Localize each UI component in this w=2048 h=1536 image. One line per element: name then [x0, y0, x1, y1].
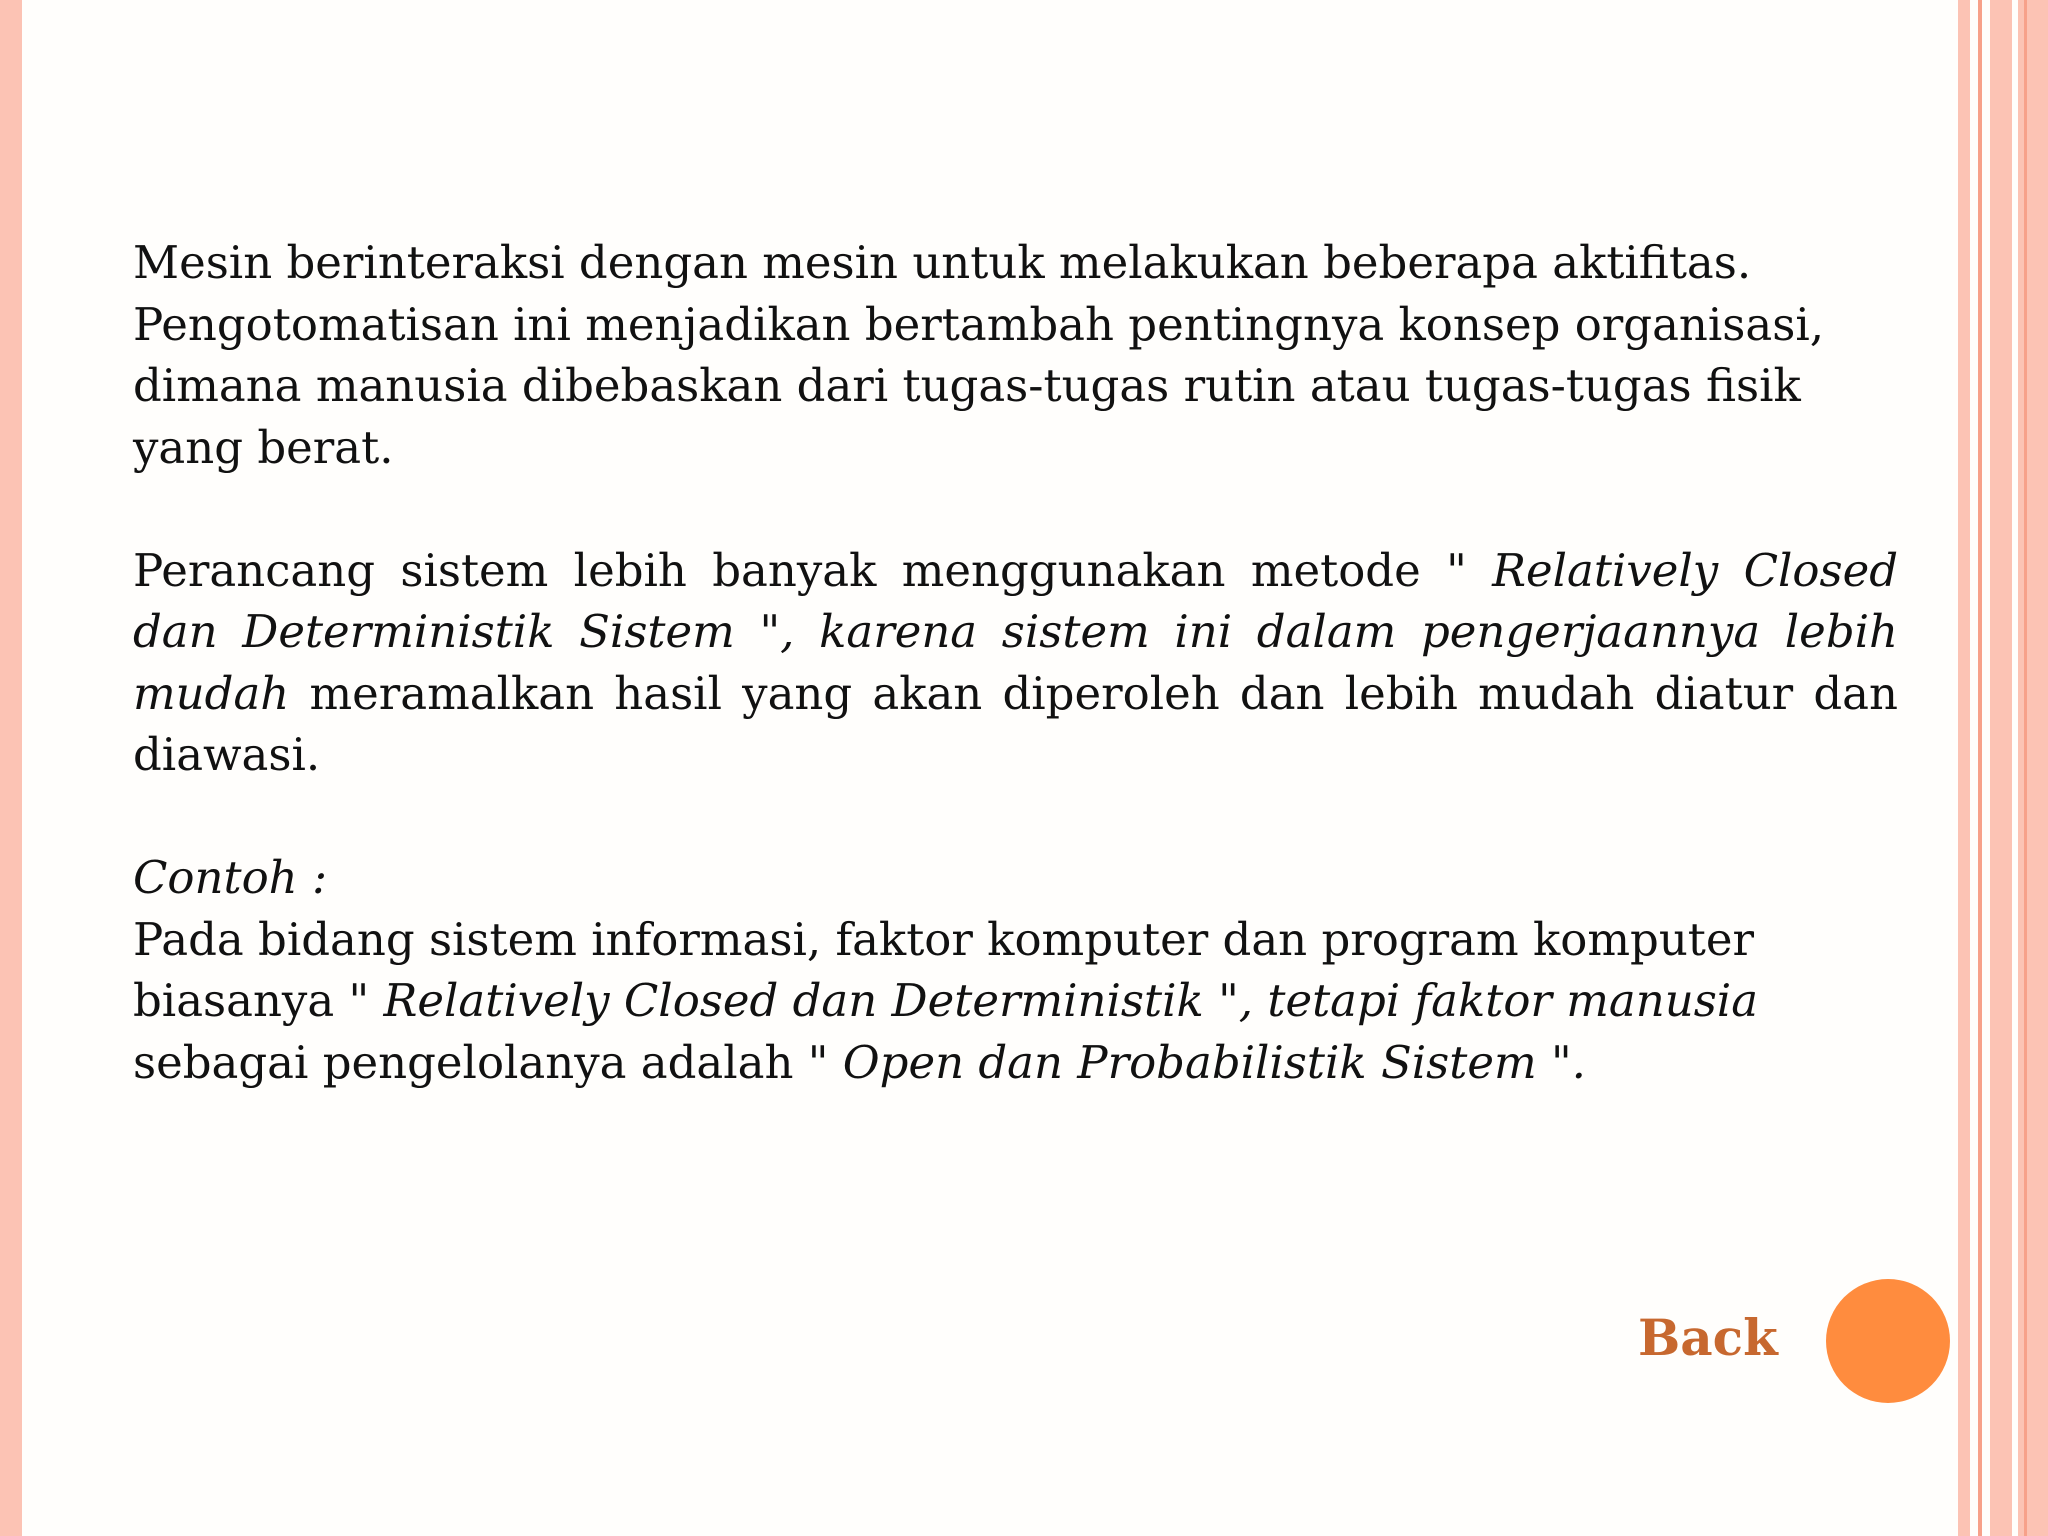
paragraph-line: dimana manusia dibebaskan dari tugas-tugas rutin atau tugas-tugas fisik	[133, 359, 1801, 412]
example-line: sebagai pengelolanya adalah "	[133, 1035, 843, 1089]
paragraph-line: yang berat.	[133, 420, 394, 474]
back-circle-button[interactable]	[1826, 1279, 1950, 1403]
right-border-line	[2024, 0, 2027, 1536]
paragraph-gap	[133, 786, 1898, 848]
example-italic-text: Relatively Closed dan Deterministik ", tetapi faktor manusia	[383, 974, 1759, 1027]
back-link[interactable]: Back	[1638, 1308, 1778, 1367]
example-line: Pada bidang sistem informasi, faktor komputer dan program komputer	[133, 912, 1755, 966]
example-line: biasanya "	[133, 974, 384, 1027]
paragraph-gap	[133, 478, 1898, 540]
example-heading: Contoh :	[133, 851, 328, 904]
right-border-line	[1978, 0, 1982, 1536]
paragraph-line: Pengotomatisan ini menjadikan bertambah pentingnya konsep organisasi,	[133, 297, 1825, 351]
paragraph-text: Perancang sistem lebih banyak menggunakan metode "	[133, 543, 1493, 597]
left-border-stripe	[0, 0, 22, 1536]
paragraph-text: meramalkan hasil yang akan diperoleh dan lebih mudah diatur dan diawasi.	[133, 666, 1898, 781]
example-italic-text: Open dan Probabilistik Sistem ".	[842, 1035, 1586, 1089]
right-border-stripe	[2018, 0, 2048, 1536]
paragraph-automation	[133, 232, 1898, 478]
example-block	[133, 847, 1898, 1093]
paragraph-system-design	[133, 540, 1898, 786]
right-border-stripe	[1958, 0, 1970, 1536]
paragraph-line: Mesin berinteraksi dengan mesin untuk melakukan beberapa aktifitas.	[133, 236, 1752, 289]
slide-content	[133, 232, 1898, 1093]
paragraph-italic-text: Relatively Closed dan Deterministik Sistem ", karena sistem ini dalam pengerjaannya lebih mudah	[133, 543, 1899, 720]
right-border-stripe	[1990, 0, 2012, 1536]
